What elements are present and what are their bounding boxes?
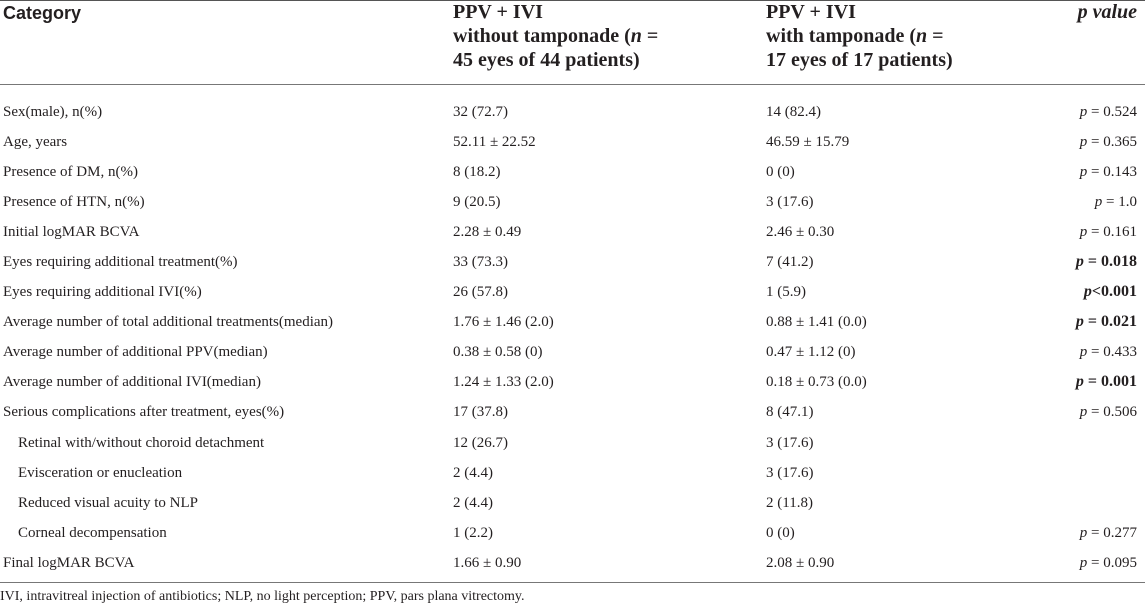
header-col1-n: n xyxy=(630,25,642,47)
value-without-tamponade: 2 (4.4) xyxy=(453,464,493,481)
table-row xyxy=(0,518,1145,548)
row-label: Evisceration or enucleation xyxy=(18,464,183,481)
p-value xyxy=(1080,518,1137,548)
row-label: Eyes requiring additional IVI(%) xyxy=(3,284,202,301)
value-without-tamponade: 26 (57.8) xyxy=(453,284,508,301)
value-without-tamponade: 32 (72.7) xyxy=(453,104,508,120)
header-category: Category xyxy=(3,3,82,23)
p-symbol: p xyxy=(1079,404,1088,421)
p-symbol: p xyxy=(1079,554,1088,571)
header-rule xyxy=(0,84,1145,85)
p-number: = 0.506 xyxy=(1087,404,1137,421)
table-row xyxy=(0,247,1145,277)
p-value xyxy=(1080,127,1137,157)
value-with-tamponade: 3 (17.6) xyxy=(766,464,814,481)
value-without-tamponade: 2.28 ± 0.49 xyxy=(453,224,522,241)
row-label: Retinal with/without choroid detachment xyxy=(18,434,265,451)
value-with-tamponade: 2.08 ± 0.90 xyxy=(766,554,835,571)
p-number: = 0.021 xyxy=(1083,313,1137,331)
value-with-tamponade: 0 (0) xyxy=(766,524,795,541)
value-without-tamponade: 0.38 ± 0.58 (0) xyxy=(453,344,543,361)
table-row xyxy=(0,548,1145,578)
p-value xyxy=(1080,397,1137,427)
value-with-tamponade: 7 (41.2) xyxy=(766,254,814,271)
table-row xyxy=(0,127,1145,157)
value-with-tamponade: 2 (11.8) xyxy=(766,494,813,511)
row-label: Presence of HTN, n(%) xyxy=(3,194,145,211)
p-value xyxy=(1076,247,1137,277)
header-col2-line3: 17 eyes of 17 patients) xyxy=(766,49,953,71)
table-row xyxy=(0,217,1145,247)
header-col2-line2b: = xyxy=(927,25,944,47)
p-value xyxy=(1080,337,1137,367)
value-with-tamponade: 0.18 ± 0.73 (0.0) xyxy=(766,374,867,391)
header-col2-line2a: with tamponade ( xyxy=(766,25,917,47)
value-with-tamponade: 46.59 ± 15.79 xyxy=(766,134,850,151)
p-number: <0.001 xyxy=(1091,283,1137,301)
table-row xyxy=(0,367,1145,397)
p-symbol: p xyxy=(1079,164,1088,181)
p-number: = 0.161 xyxy=(1087,224,1137,241)
value-without-tamponade: 1.66 ± 0.90 xyxy=(453,554,522,571)
table-row xyxy=(0,488,1145,518)
table-row xyxy=(0,397,1145,427)
row-label: Sex(male), n(%) xyxy=(3,104,103,120)
value-without-tamponade: 1.24 ± 1.33 (2.0) xyxy=(453,374,554,391)
header-col1-line2b: = xyxy=(641,25,659,47)
row-label: Eyes requiring additional treatment(%) xyxy=(3,254,238,271)
p-number: = 0.001 xyxy=(1083,373,1137,391)
value-without-tamponade: 52.11 ± 22.52 xyxy=(453,134,536,151)
header-p-value: p value xyxy=(1077,1,1137,23)
value-without-tamponade: 2 (4.4) xyxy=(453,494,493,511)
p-value xyxy=(1076,367,1137,397)
p-value xyxy=(1095,187,1137,217)
row-label: Average number of total additional treatments(median) xyxy=(3,314,334,331)
value-with-tamponade: 0 (0) xyxy=(766,164,795,181)
p-number: = 1.0 xyxy=(1102,194,1137,211)
header-col2-line2 xyxy=(766,24,953,48)
table-bottom-rule xyxy=(0,582,1145,583)
table-header xyxy=(0,0,1145,82)
p-number: = 0.018 xyxy=(1083,253,1137,271)
header-col1-line2a: without tamponade ( xyxy=(453,25,631,47)
value-without-tamponade: 1.76 ± 1.46 (2.0) xyxy=(453,314,554,331)
value-with-tamponade: 3 (17.6) xyxy=(766,434,814,451)
table-row xyxy=(0,458,1145,488)
value-with-tamponade: 3 (17.6) xyxy=(766,194,814,211)
header-col1-line3: 45 eyes of 44 patients) xyxy=(453,49,640,71)
table-row xyxy=(0,337,1145,367)
p-value xyxy=(1080,97,1137,127)
value-without-tamponade: 33 (73.3) xyxy=(453,254,508,271)
table-row xyxy=(0,277,1145,307)
row-label: Age, years xyxy=(3,134,68,151)
p-symbol: p xyxy=(1075,253,1084,271)
p-symbol: p xyxy=(1079,344,1088,361)
value-with-tamponade: 2.46 ± 0.30 xyxy=(766,224,835,241)
row-label: Serious complications after treatment, eyes(%) xyxy=(3,404,285,421)
p-number: = 0.095 xyxy=(1087,554,1137,571)
table-row xyxy=(0,97,1145,127)
header-col2-line1: PPV + IVI xyxy=(766,1,856,23)
row-label: Corneal decompensation xyxy=(18,524,167,541)
header-col1-line2 xyxy=(453,24,658,48)
value-without-tamponade: 17 (37.8) xyxy=(453,404,508,421)
table-row xyxy=(0,428,1145,458)
header-col1-line1: PPV + IVI xyxy=(453,1,543,23)
p-number: = 0.433 xyxy=(1087,344,1137,361)
p-number: = 0.277 xyxy=(1087,524,1137,541)
table-footnote: IVI, intravitreal injection of antibiotics; NLP, no light perception; PPV, pars plana vitrectomy. xyxy=(0,589,525,604)
value-without-tamponade: 9 (20.5) xyxy=(453,194,501,211)
value-with-tamponade: 8 (47.1) xyxy=(766,404,814,421)
value-with-tamponade: 0.88 ± 1.41 (0.0) xyxy=(766,314,867,331)
row-label: Average number of additional IVI(median) xyxy=(3,374,261,391)
row-label: Reduced visual acuity to NLP xyxy=(18,494,198,511)
p-symbol: p xyxy=(1079,224,1088,241)
header-without-tamponade xyxy=(453,0,658,72)
p-number: = 0.365 xyxy=(1087,134,1137,151)
table-body xyxy=(0,97,1145,578)
value-without-tamponade: 8 (18.2) xyxy=(453,164,501,181)
p-symbol: p xyxy=(1079,104,1088,120)
p-value xyxy=(1076,307,1137,337)
value-without-tamponade: 12 (26.7) xyxy=(453,434,508,451)
header-col2-n: n xyxy=(916,25,928,47)
p-symbol: p xyxy=(1075,313,1084,331)
p-value xyxy=(1080,157,1137,187)
value-without-tamponade: 1 (2.2) xyxy=(453,524,493,541)
p-symbol: p xyxy=(1079,134,1088,151)
value-with-tamponade: 1 (5.9) xyxy=(766,284,806,301)
p-number: = 0.524 xyxy=(1087,104,1137,120)
p-symbol: p xyxy=(1079,524,1088,541)
p-value xyxy=(1084,277,1137,307)
p-symbol: p xyxy=(1094,194,1103,211)
header-with-tamponade xyxy=(766,0,953,72)
p-value xyxy=(1080,548,1137,578)
value-with-tamponade: 14 (82.4) xyxy=(766,104,821,120)
p-symbol: p xyxy=(1083,283,1092,301)
p-symbol: p xyxy=(1075,373,1084,391)
table-row xyxy=(0,157,1145,187)
table-row xyxy=(0,187,1145,217)
row-label: Initial logMAR BCVA xyxy=(3,224,140,241)
row-label: Final logMAR BCVA xyxy=(3,554,135,571)
value-with-tamponade: 0.47 ± 1.12 (0) xyxy=(766,344,856,361)
row-label: Presence of DM, n(%) xyxy=(3,164,138,181)
table-row xyxy=(0,307,1145,337)
row-label: Average number of additional PPV(median) xyxy=(3,344,268,361)
p-value xyxy=(1080,217,1137,247)
p-number: = 0.143 xyxy=(1087,164,1137,181)
